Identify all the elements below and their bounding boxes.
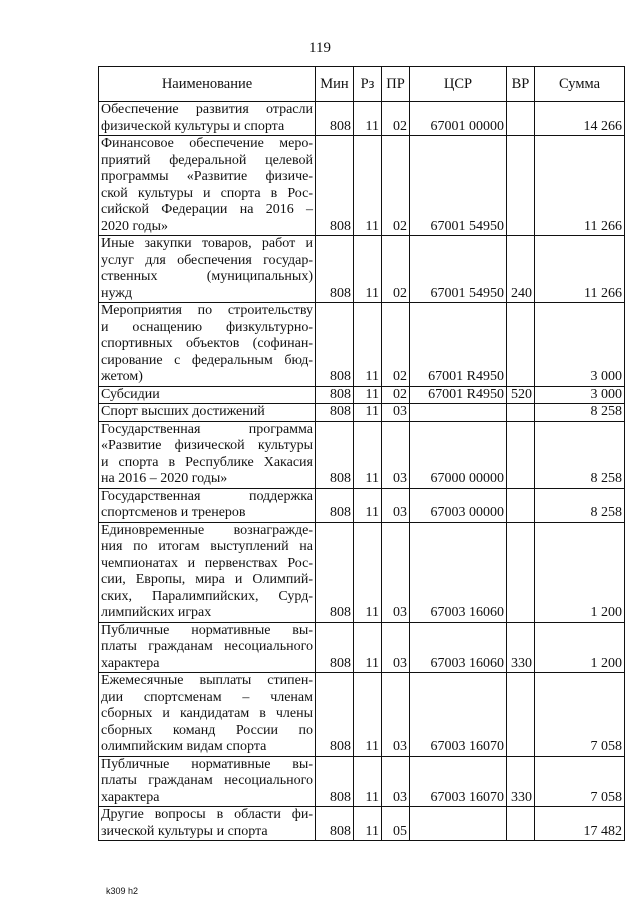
row-name-line: сборных и кандидатам в члены: [101, 706, 313, 721]
row-rz: 11: [354, 102, 382, 136]
row-name-line: Иные закупки товаров, работ и: [101, 236, 313, 251]
row-name-line: лимпийских играх: [101, 605, 212, 620]
row-sum: 11 266: [535, 236, 625, 303]
row-name-line: сборных команд России по: [101, 722, 313, 738]
row-name: [99, 807, 316, 841]
row-name-line: нужд: [101, 285, 133, 301]
row-name-line: Другие вопросы в области фи-: [101, 807, 313, 822]
row-name-line: 2020 годы»: [101, 218, 169, 234]
row-sum: 17 482: [535, 807, 625, 841]
row-rz: 11: [354, 622, 382, 673]
page-number: 119: [309, 40, 331, 56]
row-sum: 8 258: [535, 488, 625, 522]
row-name-line: спортсменов и тренеров: [101, 505, 246, 520]
row-name-line: спортивных объектов (софинан-: [101, 336, 313, 351]
row-name-line: характера: [101, 789, 160, 805]
row-vr: 330: [507, 756, 535, 807]
row-name-line: приятий федеральной целевой: [101, 152, 313, 168]
row-pr: 05: [382, 807, 410, 841]
row-vr: [507, 488, 535, 522]
table-row: [99, 236, 625, 303]
row-name-line: характера: [101, 655, 160, 671]
column-header-rz: Рз: [354, 67, 382, 102]
row-name-line: ских, Паралимпийских, Сурд-: [101, 588, 313, 604]
row-sum: 7 058: [535, 673, 625, 757]
row-sum: 1 200: [535, 622, 625, 673]
row-csr: 67003 16060: [410, 522, 507, 622]
row-name-line: Публичные нормативные вы-: [101, 622, 313, 638]
row-name-line: Публичные нормативные вы-: [101, 756, 313, 772]
row-name-line: Финансовое обеспечение меро-: [101, 136, 313, 151]
row-csr: 67003 16070: [410, 673, 507, 757]
table-row: [99, 102, 625, 136]
row-sum: 1 200: [535, 522, 625, 622]
row-vr: [507, 136, 535, 236]
row-csr: [410, 807, 507, 841]
table-row: [99, 386, 625, 404]
row-name-line: физической культуры и спорта: [101, 118, 285, 134]
footer-code: k309 h2: [106, 886, 139, 896]
row-min: 808: [316, 404, 354, 422]
row-name: [99, 136, 316, 236]
row-name: [99, 404, 316, 422]
row-rz: 11: [354, 136, 382, 236]
row-vr: [507, 673, 535, 757]
row-name: [99, 522, 316, 622]
row-name: [99, 386, 316, 404]
row-name-line: и спорта в Республике Хакасия: [101, 454, 313, 470]
row-name-line: программы «Развитие физиче-: [101, 169, 313, 184]
row-pr: 02: [382, 303, 410, 387]
table-body: [99, 102, 625, 841]
row-min: 808: [316, 421, 354, 488]
row-vr: 520: [507, 386, 535, 404]
table-row: [99, 807, 625, 841]
row-pr: 03: [382, 522, 410, 622]
row-min: 808: [316, 488, 354, 522]
row-name-line: Обеспечение развития отрасли: [101, 102, 313, 117]
row-name-line: сийской Федерации на 2016 –: [101, 202, 313, 217]
row-pr: 03: [382, 622, 410, 673]
row-name-line: дии спортсменам – членам: [101, 689, 313, 705]
row-min: 808: [316, 386, 354, 404]
row-rz: 11: [354, 522, 382, 622]
row-pr: 02: [382, 136, 410, 236]
column-header-sum: Сумма: [535, 67, 625, 102]
row-pr: 03: [382, 421, 410, 488]
row-name: [99, 622, 316, 673]
row-min: 808: [316, 303, 354, 387]
row-csr: 67000 00000: [410, 421, 507, 488]
row-name-line: Мероприятия по строительству: [101, 303, 313, 318]
table-row: [99, 522, 625, 622]
row-name: [99, 421, 316, 488]
row-name-line: Государственная программа: [101, 421, 313, 437]
row-name-line: Спорт высших достижений: [101, 404, 265, 419]
row-sum: 8 258: [535, 404, 625, 422]
table-header-row: [99, 67, 625, 102]
row-sum: 7 058: [535, 756, 625, 807]
row-pr: 03: [382, 404, 410, 422]
table-row: [99, 622, 625, 673]
row-name-line: платы гражданам несоциального: [101, 639, 313, 654]
table-row: [99, 673, 625, 757]
row-name-line: чемпионатах и первенствах Рос-: [101, 555, 313, 571]
row-rz: 11: [354, 404, 382, 422]
row-vr: [507, 421, 535, 488]
row-sum: 11 266: [535, 136, 625, 236]
row-name-line: зической культуры и спорта: [101, 823, 268, 839]
row-name-line: ственных (муниципальных): [101, 269, 313, 284]
row-name-line: Единовременные вознагражде-: [101, 522, 313, 538]
row-csr: 67001 54950: [410, 236, 507, 303]
row-name: [99, 673, 316, 757]
row-pr: 02: [382, 236, 410, 303]
table-row: [99, 756, 625, 807]
row-name: [99, 756, 316, 807]
row-pr: 03: [382, 488, 410, 522]
row-min: 808: [316, 522, 354, 622]
column-header-pr: ПР: [382, 67, 410, 102]
row-csr: 67001 R4950: [410, 386, 507, 404]
row-vr: [507, 522, 535, 622]
row-sum: 8 258: [535, 421, 625, 488]
row-rz: 11: [354, 236, 382, 303]
row-csr: 67003 00000: [410, 488, 507, 522]
row-name: [99, 102, 316, 136]
table-row: [99, 404, 625, 422]
column-header-min: Мин: [316, 67, 354, 102]
row-name-line: платы гражданам несоциального: [101, 773, 313, 788]
row-name-line: сирование с федеральным бюд-: [101, 352, 313, 368]
budget-table: [98, 66, 625, 841]
row-name-line: на 2016 – 2020 годы»: [101, 471, 228, 486]
row-pr: 02: [382, 386, 410, 404]
row-name-line: «Развитие физической культуры: [101, 438, 313, 453]
row-pr: 03: [382, 673, 410, 757]
row-name-line: олимпийским видам спорта: [101, 739, 267, 754]
row-vr: 240: [507, 236, 535, 303]
row-name-line: Ежемесячные выплаты стипен-: [101, 673, 313, 688]
row-name-line: жетом): [101, 369, 143, 384]
row-rz: 11: [354, 303, 382, 387]
row-name: [99, 488, 316, 522]
row-min: 808: [316, 102, 354, 136]
row-rz: 11: [354, 421, 382, 488]
column-header-name: Наименование: [99, 67, 316, 102]
row-csr: 67001 54950: [410, 136, 507, 236]
row-pr: 03: [382, 756, 410, 807]
row-name-line: и оснащению физкультурно-: [101, 319, 313, 335]
table-row: [99, 421, 625, 488]
row-vr: [507, 102, 535, 136]
table-row: [99, 303, 625, 387]
row-csr: 67003 16070: [410, 756, 507, 807]
row-min: 808: [316, 756, 354, 807]
row-name-line: Государственная поддержка: [101, 488, 313, 504]
row-pr: 02: [382, 102, 410, 136]
row-vr: [507, 404, 535, 422]
row-name-line: ской культуры и спорта в Рос-: [101, 185, 313, 201]
table-row: [99, 488, 625, 522]
row-csr: [410, 404, 507, 422]
row-rz: 11: [354, 488, 382, 522]
row-name-line: сии, Европы, мира и Олимпий-: [101, 572, 313, 587]
row-name: [99, 236, 316, 303]
table-row: [99, 136, 625, 236]
row-rz: 11: [354, 807, 382, 841]
row-min: 808: [316, 673, 354, 757]
row-name-line: ния по итогам выступлений на: [101, 539, 313, 554]
row-vr: [507, 303, 535, 387]
column-header-csr: ЦСР: [410, 67, 507, 102]
row-csr: 67003 16060: [410, 622, 507, 673]
column-header-vr: ВР: [507, 67, 535, 102]
row-sum: 3 000: [535, 386, 625, 404]
row-rz: 11: [354, 673, 382, 757]
row-min: 808: [316, 236, 354, 303]
row-sum: 3 000: [535, 303, 625, 387]
row-rz: 11: [354, 386, 382, 404]
row-csr: 67001 00000: [410, 102, 507, 136]
row-min: 808: [316, 136, 354, 236]
row-vr: [507, 807, 535, 841]
row-sum: 14 266: [535, 102, 625, 136]
row-name-line: Субсидии: [101, 386, 160, 402]
row-rz: 11: [354, 756, 382, 807]
row-min: 808: [316, 807, 354, 841]
row-csr: 67001 R4950: [410, 303, 507, 387]
row-name-line: услуг для обеспечения государ-: [101, 252, 313, 268]
row-name: [99, 303, 316, 387]
row-vr: 330: [507, 622, 535, 673]
row-min: 808: [316, 622, 354, 673]
